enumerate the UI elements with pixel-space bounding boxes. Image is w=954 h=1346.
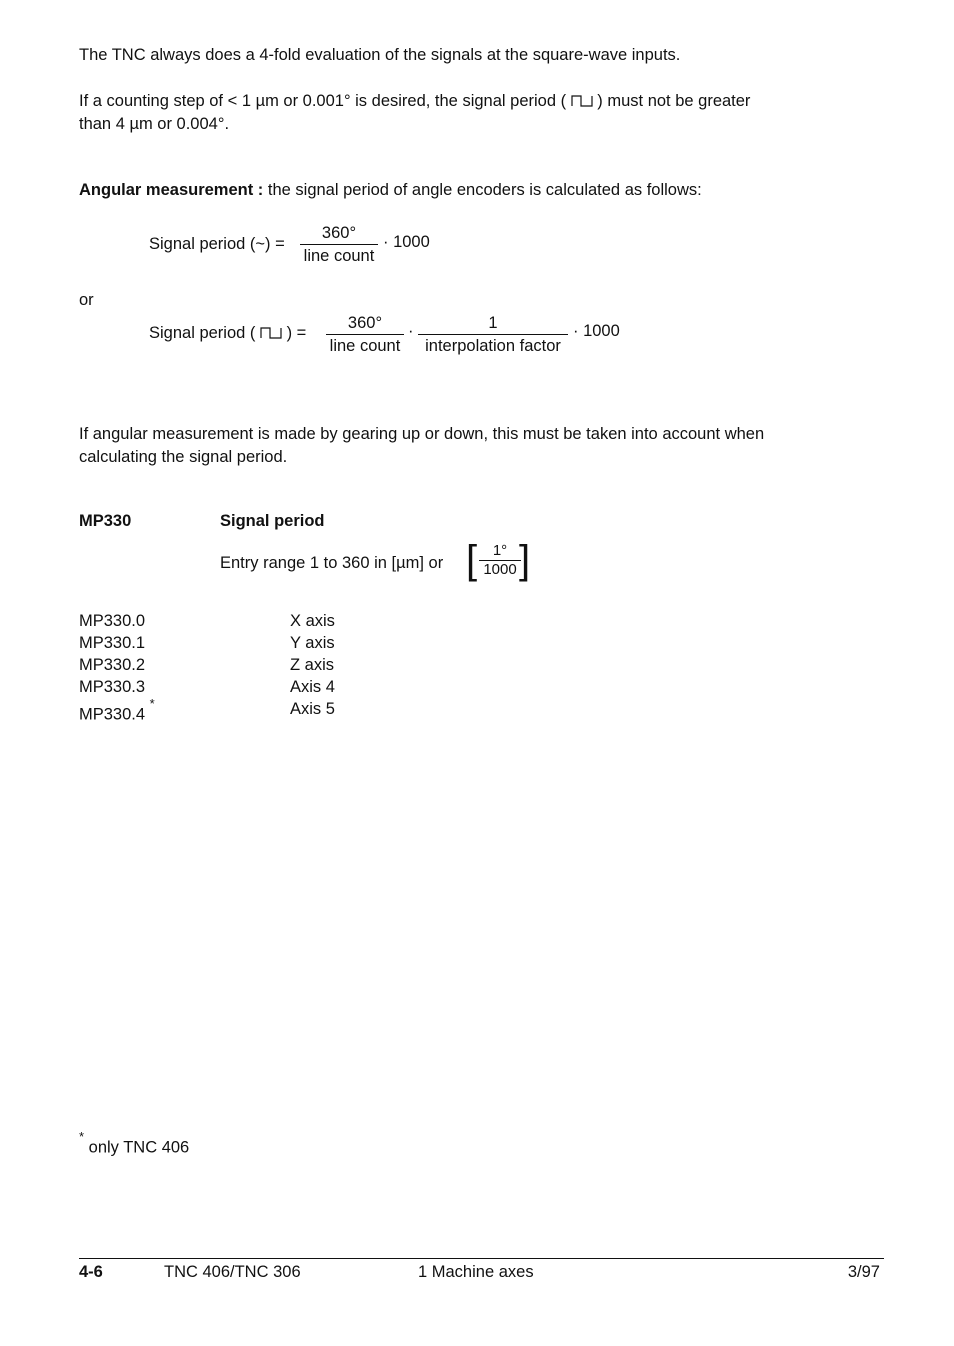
footer-chapter: 1 Machine axes [418, 1263, 534, 1281]
formula1-multiplier: · 1000 [383, 233, 430, 251]
mp-code: MP330 [79, 512, 132, 530]
intro-text-2c: than 4 µm or 0.004°. [79, 115, 230, 133]
gearing-paragraph [79, 423, 869, 469]
mp-title: Signal period [220, 512, 325, 530]
angular-heading: Angular measurement : [79, 181, 264, 199]
mp-row-axis: Axis 4 [290, 678, 335, 696]
angular-text: the signal period of angle encoders is calculated as follows: [263, 181, 702, 199]
formula2-multiplier: · 1000 [573, 322, 620, 340]
mp-row-code: MP330.3 [79, 678, 146, 696]
intro-text-2b: ) must not be greater [592, 92, 751, 110]
mp-row-code: MP330.2 [79, 656, 146, 674]
mp-entry-numerator: 1° [492, 542, 508, 559]
formula1-label: Signal period (~) = [149, 235, 285, 253]
asterisk-marker: * [149, 696, 155, 711]
intro-text-2a: If a counting step of < 1 µm or 0.001° is desired, the signal period ( [79, 92, 571, 110]
formula2-numerator-1: 360° [347, 314, 383, 332]
bracket-left: [ [466, 538, 478, 582]
bracket-right: ] [519, 538, 531, 582]
footnote [79, 1129, 190, 1158]
formula2-label-b: ) = [286, 324, 307, 342]
or-label: or [79, 291, 94, 309]
mp-table-axes [290, 610, 335, 720]
formula2-label-a: Signal period ( [149, 324, 256, 342]
formula2-denominator-2: interpolation factor [425, 337, 561, 355]
gearing-line-2: calculating the signal period. [79, 448, 288, 466]
mp-entry-range: Entry range 1 to 360 in [µm] or [220, 554, 444, 572]
mp-row-axis: Z axis [290, 656, 335, 674]
formula1-numerator: 360° [321, 224, 357, 242]
mp-entry-fraction [479, 542, 521, 579]
formula2-fraction-2 [418, 313, 568, 356]
formula2-numerator-2: 1 [488, 314, 498, 332]
square-wave-icon [571, 95, 593, 107]
formula2-denominator-1: line count [329, 337, 401, 355]
mp-table-codes [79, 610, 155, 726]
footer-date: 3/97 [847, 1263, 880, 1281]
footer-rule [79, 1258, 884, 1259]
angular-paragraph [79, 179, 869, 202]
formula2-fraction-1 [326, 313, 404, 356]
mp-row-axis: X axis [290, 612, 335, 630]
footer-model: TNC 406/TNC 306 [164, 1263, 301, 1281]
intro-text-1: The TNC always does a 4-fold evaluation of the signals at the square-wave inputs. [79, 46, 681, 64]
gearing-line-1: If angular measurement is made by gearing up or down, this must be taken into account when [79, 425, 765, 443]
asterisk-marker: * [79, 1129, 85, 1144]
formula2-dot: · [408, 322, 414, 340]
intro-paragraph-2 [79, 90, 869, 136]
mp-row-axis: Y axis [290, 634, 335, 652]
mp-row-axis: Axis 5 [290, 700, 335, 718]
formula2-label [149, 324, 306, 343]
footer-page-number: 4-6 [79, 1263, 103, 1281]
intro-paragraph-1 [79, 44, 869, 67]
mp-row-code: MP330.0 [79, 612, 146, 630]
mp-row-code: MP330.1 [79, 634, 146, 652]
formula1-denominator: line count [303, 247, 375, 265]
footnote-text: only TNC 406 [88, 1138, 190, 1157]
formula1-fraction [300, 223, 378, 266]
square-wave-icon [260, 327, 282, 339]
mp-entry-denominator: 1000 [483, 561, 517, 578]
mp-row-code: MP330.4 * [79, 696, 155, 724]
